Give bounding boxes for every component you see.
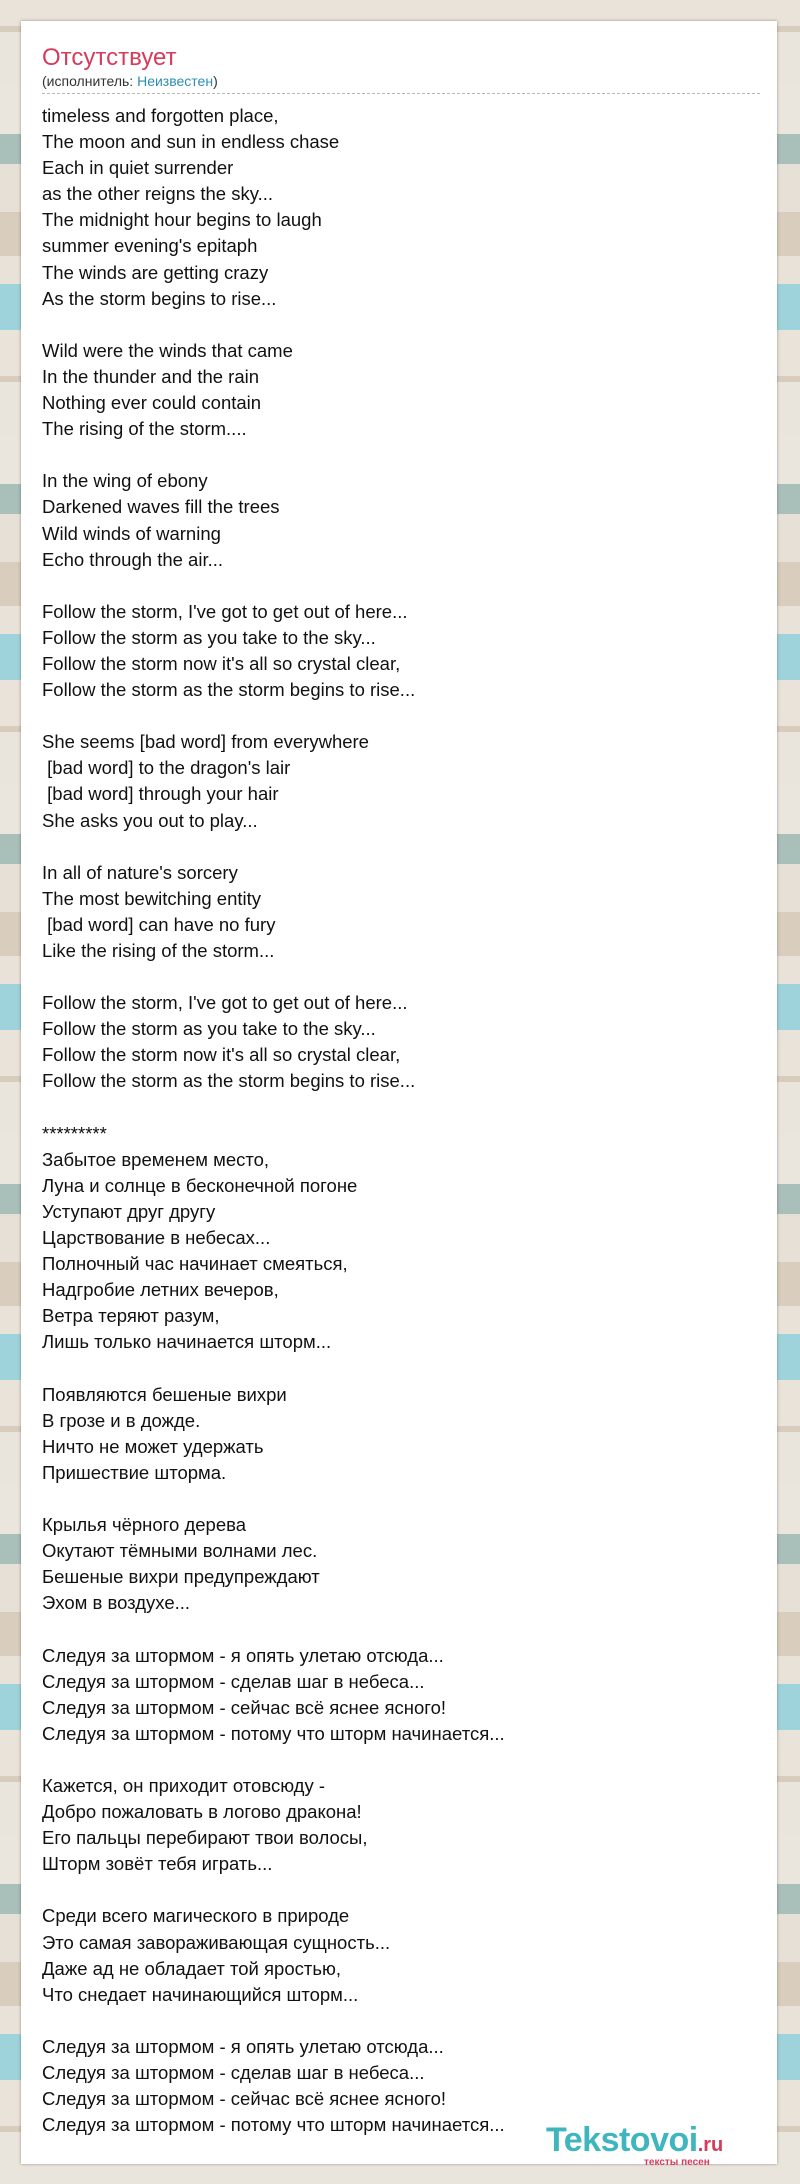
site-logo[interactable] xyxy=(546,2120,766,2172)
lyric-line: Пришествие шторма. xyxy=(42,1461,227,1483)
lyric-line: Его пальцы перебирают твои волосы, xyxy=(42,1827,368,1849)
lyric-line: Бешеные вихри предупреждают xyxy=(42,1566,320,1588)
lyric-line: Follow the storm as you take to the sky... xyxy=(42,626,376,648)
lyric-line: Полночный час начинает смеяться, xyxy=(42,1253,348,1275)
artist-suffix: ) xyxy=(213,73,218,89)
stanza-break xyxy=(42,834,760,860)
lyric-line: She asks you out to play... xyxy=(42,809,258,831)
lyric-line: In the thunder and the rain xyxy=(42,365,260,387)
lyric-line: Wild winds of warning xyxy=(42,522,221,544)
lyric-line: The winds are getting crazy xyxy=(42,261,269,283)
lyric-line: Wild were the winds that came xyxy=(42,339,293,361)
lyric-line: Окутают тёмными волнами лес. xyxy=(42,1540,318,1562)
lyric-line: Ничто не может удержать xyxy=(42,1435,264,1457)
lyric-line: Follow the storm as you take to the sky... xyxy=(42,1018,376,1040)
lyric-line: [bad word] can have no fury xyxy=(42,913,276,935)
lyric-line: as the other reigns the sky... xyxy=(42,183,274,205)
lyric-line: Шторм зовёт тебя играть... xyxy=(42,1853,273,1875)
lyric-line: Что снедает начинающийся шторм... xyxy=(42,1983,359,2005)
lyric-line: Ветра теряют разум, xyxy=(42,1305,220,1327)
lyric-line: Следуя за штормом - потому что шторм начинается... xyxy=(42,1722,505,1744)
lyric-line: The midnight hour begins to laugh xyxy=(42,209,322,231)
lyric-line: summer evening's epitaph xyxy=(42,235,258,257)
stanza-break xyxy=(42,1356,760,1382)
stanza-break xyxy=(42,1747,760,1773)
lyric-line: Добро пожаловать в логово дракона! xyxy=(42,1801,362,1823)
lyric-line: Кажется, он приходит отовсюду - xyxy=(42,1775,326,1796)
lyric-line: Уступают друг другу xyxy=(42,1200,216,1222)
lyric-line: Следуя за штормом - сейчас всё яснее ясного! xyxy=(42,2088,447,2110)
lyric-line: The most bewitching entity xyxy=(42,887,262,909)
lyric-line: Лишь только начинается шторм... xyxy=(42,1331,332,1353)
lyric-line: timeless and forgotten place, xyxy=(42,105,279,126)
lyric-line: В грозе и в дожде. xyxy=(42,1409,201,1431)
logo-tld: .ru xyxy=(697,2134,724,2156)
lyrics-text xyxy=(42,103,760,2138)
lyric-line: Среди всего магического в природе xyxy=(42,1905,350,1927)
lyric-line: [bad word] to the dragon's lair xyxy=(42,757,291,779)
lyric-line: Это самая завораживающая сущность... xyxy=(42,1931,391,1953)
lyric-line: Следуя за штормом - я опять улетаю отсюда... xyxy=(42,1644,444,1666)
logo-name: Tekstovoi xyxy=(546,2121,698,2159)
lyric-line: As the storm begins to rise... xyxy=(42,287,277,309)
lyric-line: Follow the storm as the storm begins to rise... xyxy=(42,679,416,701)
stanza-break xyxy=(42,1877,760,1903)
lyric-line: Follow the storm, I've got to get out of here... xyxy=(42,992,408,1014)
lyric-line: Nothing ever could contain xyxy=(42,392,262,414)
lyric-line: Следуя за штормом - потому что шторм начинается... xyxy=(42,2114,505,2136)
lyric-line: ********* xyxy=(42,1122,107,1144)
lyric-line: Follow the storm now it's all so crystal clear, xyxy=(42,652,401,674)
lyric-line: Each in quiet surrender xyxy=(42,157,234,179)
lyric-line: Крылья чёрного дерева xyxy=(42,1514,247,1536)
lyric-line: Следуя за штормом - сейчас всё яснее ясного! xyxy=(42,1696,447,1718)
lyric-line: Follow the storm as the storm begins to rise... xyxy=(42,1070,416,1092)
stanza-break xyxy=(42,1486,760,1512)
lyric-line: Like the rising of the storm... xyxy=(42,940,275,961)
lyric-line: Надгробие летних вечеров, xyxy=(42,1279,279,1301)
lyric-line: She seems [bad word] from everywhere xyxy=(42,731,369,753)
stanza-break xyxy=(42,442,760,468)
stanza-break xyxy=(42,1095,760,1121)
lyric-line: Echo through the air... xyxy=(42,548,224,570)
stanza-break xyxy=(42,573,760,599)
lyric-line: Следуя за штормом - сделав шаг в небеса... xyxy=(42,2062,425,2084)
stanza-break xyxy=(42,312,760,338)
lyric-line: Царствование в небесах... xyxy=(42,1227,271,1249)
song-header xyxy=(42,43,760,94)
lyric-line: In all of nature's sorcery xyxy=(42,861,238,883)
lyric-line: Даже ад не обладает той яростью, xyxy=(42,1957,341,1979)
artist-line xyxy=(42,73,760,90)
stanza-break xyxy=(42,1616,760,1642)
stanza-break xyxy=(42,964,760,990)
artist-link[interactable]: Неизвестен xyxy=(137,73,214,89)
lyric-line: [bad word] through your hair xyxy=(42,783,279,805)
stanza-break xyxy=(42,703,760,729)
lyric-line: The moon and sun in endless chase xyxy=(42,131,340,153)
lyric-line: The rising of the storm.... xyxy=(42,418,247,440)
song-title: Отсутствует xyxy=(42,44,177,71)
lyric-line: Эхом в воздухе... xyxy=(42,1592,191,1614)
artist-prefix: (исполнитель: xyxy=(42,73,138,89)
lyrics-card xyxy=(21,21,777,2164)
lyric-line: Появляются бешеные вихри xyxy=(42,1383,287,1405)
lyric-line: Follow the storm now it's all so crystal clear, xyxy=(42,1044,401,1066)
lyric-line: Забытое временем место, xyxy=(42,1148,270,1170)
lyric-line: Следуя за штормом - я опять улетаю отсюда... xyxy=(42,2035,444,2057)
stanza-break xyxy=(42,2008,760,2034)
lyric-line: Луна и солнце в бесконечной погоне xyxy=(42,1174,358,1196)
logo-tagline: тексты песен xyxy=(644,2157,710,2168)
lyric-line: In the wing of ebony xyxy=(42,470,208,492)
lyric-line: Следуя за штормом - сделав шаг в небеса... xyxy=(42,1670,425,1692)
lyric-line: Follow the storm, I've got to get out of here... xyxy=(42,600,408,622)
lyric-line: Darkened waves fill the trees xyxy=(42,496,280,518)
